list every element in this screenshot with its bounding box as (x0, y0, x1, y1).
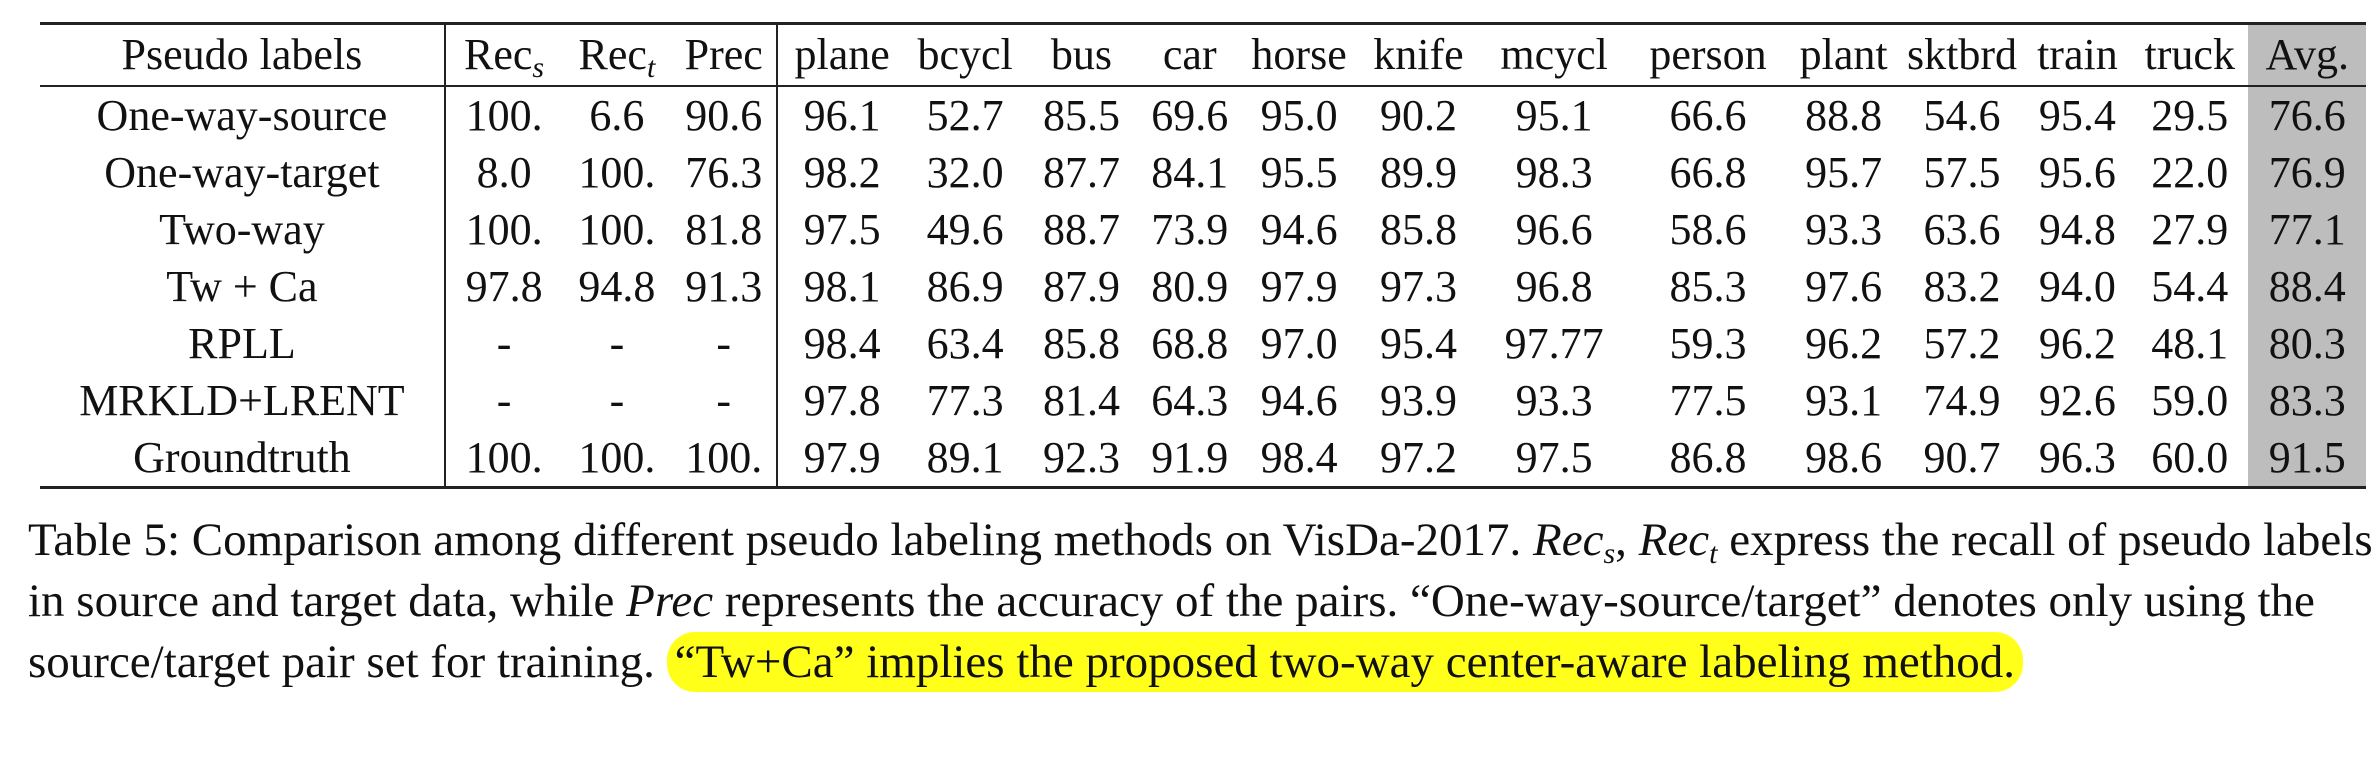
row-class-value: 66.6 (1669, 90, 1747, 140)
header-prec: Prec (672, 24, 777, 87)
row-class-value: 60.0 (2151, 432, 2229, 482)
row-class-value: 97.8 (803, 375, 881, 425)
row-class-value: 98.1 (803, 261, 881, 311)
row-rec-t: 6.6 (589, 90, 645, 140)
row-method: Groundtruth (40, 429, 445, 488)
header-class: mcycl (1500, 30, 1608, 79)
row-class-value: 96.6 (1515, 204, 1593, 254)
row-class-value: 87.7 (1042, 147, 1120, 197)
row-class-value: 94.6 (1260, 375, 1338, 425)
row-prec: 100. (672, 429, 777, 488)
caption-sentence-1: Table 5: Comparison among different pseudo labeling methods on VisDa-2017. (28, 514, 1534, 566)
row-class-value: 95.4 (1380, 318, 1457, 368)
table-row (40, 258, 2366, 315)
header-class: car (1162, 30, 1217, 79)
header-avg: Avg. (2248, 24, 2366, 87)
caption-math-rec-s: Rec$_s$ (1533, 514, 1616, 570)
row-class-value: 85.8 (1042, 318, 1120, 368)
row-avg: 76.9 (2248, 144, 2366, 201)
row-avg: 76.6 (2248, 86, 2366, 144)
row-avg: 83.3 (2248, 372, 2366, 429)
row-class-value: 32.0 (926, 147, 1004, 197)
row-class-value: 80.9 (1151, 261, 1229, 311)
row-class-value: 96.2 (2038, 318, 2116, 368)
row-class-value: 58.6 (1669, 204, 1747, 254)
row-prec: - (672, 372, 777, 429)
row-class-value: 74.9 (1923, 375, 2001, 425)
row-class-value: 97.0 (1260, 318, 1338, 368)
row-rec-t: - (609, 375, 625, 425)
header-class: bcycl (917, 30, 1013, 79)
table-row (40, 429, 2366, 488)
table-header-row (40, 24, 2366, 87)
row-avg: 91.5 (2248, 429, 2366, 488)
row-class-value: 88.8 (1805, 90, 1883, 140)
row-rec-s: 100. (465, 432, 543, 482)
row-class-value: 97.5 (1515, 432, 1593, 482)
row-rec-s: 100. (465, 204, 543, 254)
row-class-value: 97.6 (1805, 261, 1883, 311)
row-avg: 80.3 (2248, 315, 2366, 372)
row-class-value: 96.1 (803, 90, 881, 140)
table-row (40, 144, 2366, 201)
row-class-value: 63.4 (926, 318, 1004, 368)
row-class-value: 63.6 (1923, 204, 2001, 254)
row-class-value: 94.8 (2038, 204, 2116, 254)
row-class-value: 98.6 (1805, 432, 1883, 482)
row-class-value: 84.1 (1151, 147, 1229, 197)
row-class-value: 90.2 (1380, 90, 1457, 140)
row-rec-t: 94.8 (578, 261, 656, 311)
row-rec-t: 100. (578, 147, 656, 197)
row-class-value: 29.5 (2151, 90, 2229, 140)
row-method: One-way-source (40, 86, 445, 144)
row-class-value: 91.9 (1151, 432, 1229, 482)
row-class-value: 66.8 (1669, 147, 1747, 197)
row-class-value: 96.8 (1515, 261, 1593, 311)
row-avg: 88.4 (2248, 258, 2366, 315)
row-class-value: 96.3 (2038, 432, 2116, 482)
row-class-value: 95.1 (1515, 90, 1593, 140)
table-row (40, 86, 2366, 144)
row-class-value: 22.0 (2151, 147, 2229, 197)
row-class-value: 85.3 (1669, 261, 1747, 311)
row-class-value: 97.9 (1260, 261, 1338, 311)
row-class-value: 77.5 (1669, 375, 1747, 425)
row-rec-s: 8.0 (476, 147, 532, 197)
row-class-value: 93.3 (1805, 204, 1883, 254)
row-class-value: 97.5 (803, 204, 881, 254)
row-method: Two-way (40, 201, 445, 258)
header-class: train (2037, 30, 2118, 79)
pseudo-label-comparison-table (40, 22, 2366, 489)
row-class-value: 77.3 (926, 375, 1004, 425)
caption-math-prec: Prec (626, 575, 714, 627)
row-prec: - (672, 315, 777, 372)
table-row (40, 372, 2366, 429)
row-class-value: 94.6 (1260, 204, 1338, 254)
row-class-value: 92.6 (2038, 375, 2116, 425)
row-class-value: 49.6 (926, 204, 1004, 254)
row-class-value: 86.9 (926, 261, 1004, 311)
row-class-value: 90.7 (1923, 432, 2001, 482)
header-method: Pseudo labels (40, 24, 445, 87)
row-class-value: 97.9 (803, 432, 881, 482)
row-method: Tw + Ca (40, 258, 445, 315)
row-prec: 91.3 (672, 258, 777, 315)
row-class-value: 94.0 (2038, 261, 2116, 311)
row-class-value: 57.5 (1923, 147, 2001, 197)
row-class-value: 93.1 (1805, 375, 1883, 425)
row-method: MRKLD+LRENT (40, 372, 445, 429)
row-prec: 90.6 (672, 86, 777, 144)
row-class-value: 93.9 (1380, 375, 1457, 425)
row-class-value: 95.4 (2038, 90, 2116, 140)
row-rec-t: 100. (578, 204, 656, 254)
row-class-value: 98.4 (1260, 432, 1338, 482)
caption-highlight: “Tw+Ca” implies the proposed two-way center-aware labeling method. (667, 632, 2023, 692)
row-class-value: 68.8 (1151, 318, 1229, 368)
row-class-value: 92.3 (1042, 432, 1120, 482)
header-rec-t: Rec$_t$ (578, 30, 656, 84)
table-caption (28, 510, 2373, 693)
header-class: person (1649, 30, 1767, 79)
row-class-value: 54.4 (2151, 261, 2229, 311)
row-class-value: 48.1 (2151, 318, 2229, 368)
row-class-value: 98.3 (1515, 147, 1593, 197)
header-class: truck (2144, 30, 2235, 79)
row-rec-s: 97.8 (465, 261, 543, 311)
row-class-value: 97.3 (1380, 261, 1457, 311)
caption-text (28, 510, 2373, 693)
row-class-value: 81.4 (1042, 375, 1120, 425)
row-rec-t: 100. (578, 432, 656, 482)
row-class-value: 73.9 (1151, 204, 1229, 254)
row-class-value: 85.8 (1380, 204, 1457, 254)
row-class-value: 98.2 (803, 147, 881, 197)
row-method: One-way-target (40, 144, 445, 201)
row-prec: 81.8 (672, 201, 777, 258)
row-class-value: 96.2 (1805, 318, 1883, 368)
row-class-value: 83.2 (1923, 261, 2001, 311)
header-class: sktbrd (1907, 30, 2018, 79)
table-row (40, 315, 2366, 372)
row-class-value: 89.9 (1380, 147, 1457, 197)
results-table-container (40, 22, 2366, 489)
row-class-value: 95.5 (1260, 147, 1338, 197)
row-rec-s: - (496, 375, 512, 425)
row-avg: 77.1 (2248, 201, 2366, 258)
row-class-value: 54.6 (1923, 90, 2001, 140)
row-rec-s: - (496, 318, 512, 368)
row-class-value: 64.3 (1151, 375, 1229, 425)
row-class-value: 93.3 (1515, 375, 1593, 425)
row-class-value: 95.0 (1260, 90, 1338, 140)
table-body (40, 86, 2366, 488)
row-method: RPLL (40, 315, 445, 372)
header-class: horse (1251, 30, 1347, 79)
header-class: plane (794, 30, 890, 79)
row-class-value: 97.2 (1380, 432, 1457, 482)
caption-math-rec-t: Rec$_t$ (1638, 514, 1718, 570)
row-class-value: 88.7 (1042, 204, 1120, 254)
row-class-value: 27.9 (2151, 204, 2229, 254)
row-class-value: 52.7 (926, 90, 1004, 140)
header-class: plant (1799, 30, 1888, 79)
row-class-value: 95.7 (1805, 147, 1883, 197)
row-class-value: 59.3 (1669, 318, 1747, 368)
caption-sentence-2: express the recall of pseudo labels in source and target data, while (28, 514, 2373, 627)
row-class-value: 69.6 (1151, 90, 1229, 140)
row-class-value: 59.0 (2151, 375, 2229, 425)
row-class-value: 87.9 (1042, 261, 1120, 311)
row-class-value: 85.5 (1042, 90, 1120, 140)
header-class: knife (1373, 30, 1464, 79)
caption-sentence-3: represents the accuracy of the pairs. “One-way-source/target” denotes only using the source/target pair set for training. (28, 575, 2315, 688)
table-row (40, 201, 2366, 258)
row-class-value: 57.2 (1923, 318, 2001, 368)
row-rec-s: 100. (465, 90, 543, 140)
row-rec-t: - (609, 318, 625, 368)
header-rec-s: Rec$_s$ (464, 30, 545, 84)
header-class: bus (1050, 30, 1113, 79)
row-class-value: 89.1 (926, 432, 1004, 482)
caption-comma: , (1615, 514, 1639, 566)
row-prec: 76.3 (672, 144, 777, 201)
row-class-value: 97.77 (1504, 318, 1604, 368)
row-class-value: 98.4 (803, 318, 881, 368)
row-class-value: 86.8 (1669, 432, 1747, 482)
row-class-value: 95.6 (2038, 147, 2116, 197)
